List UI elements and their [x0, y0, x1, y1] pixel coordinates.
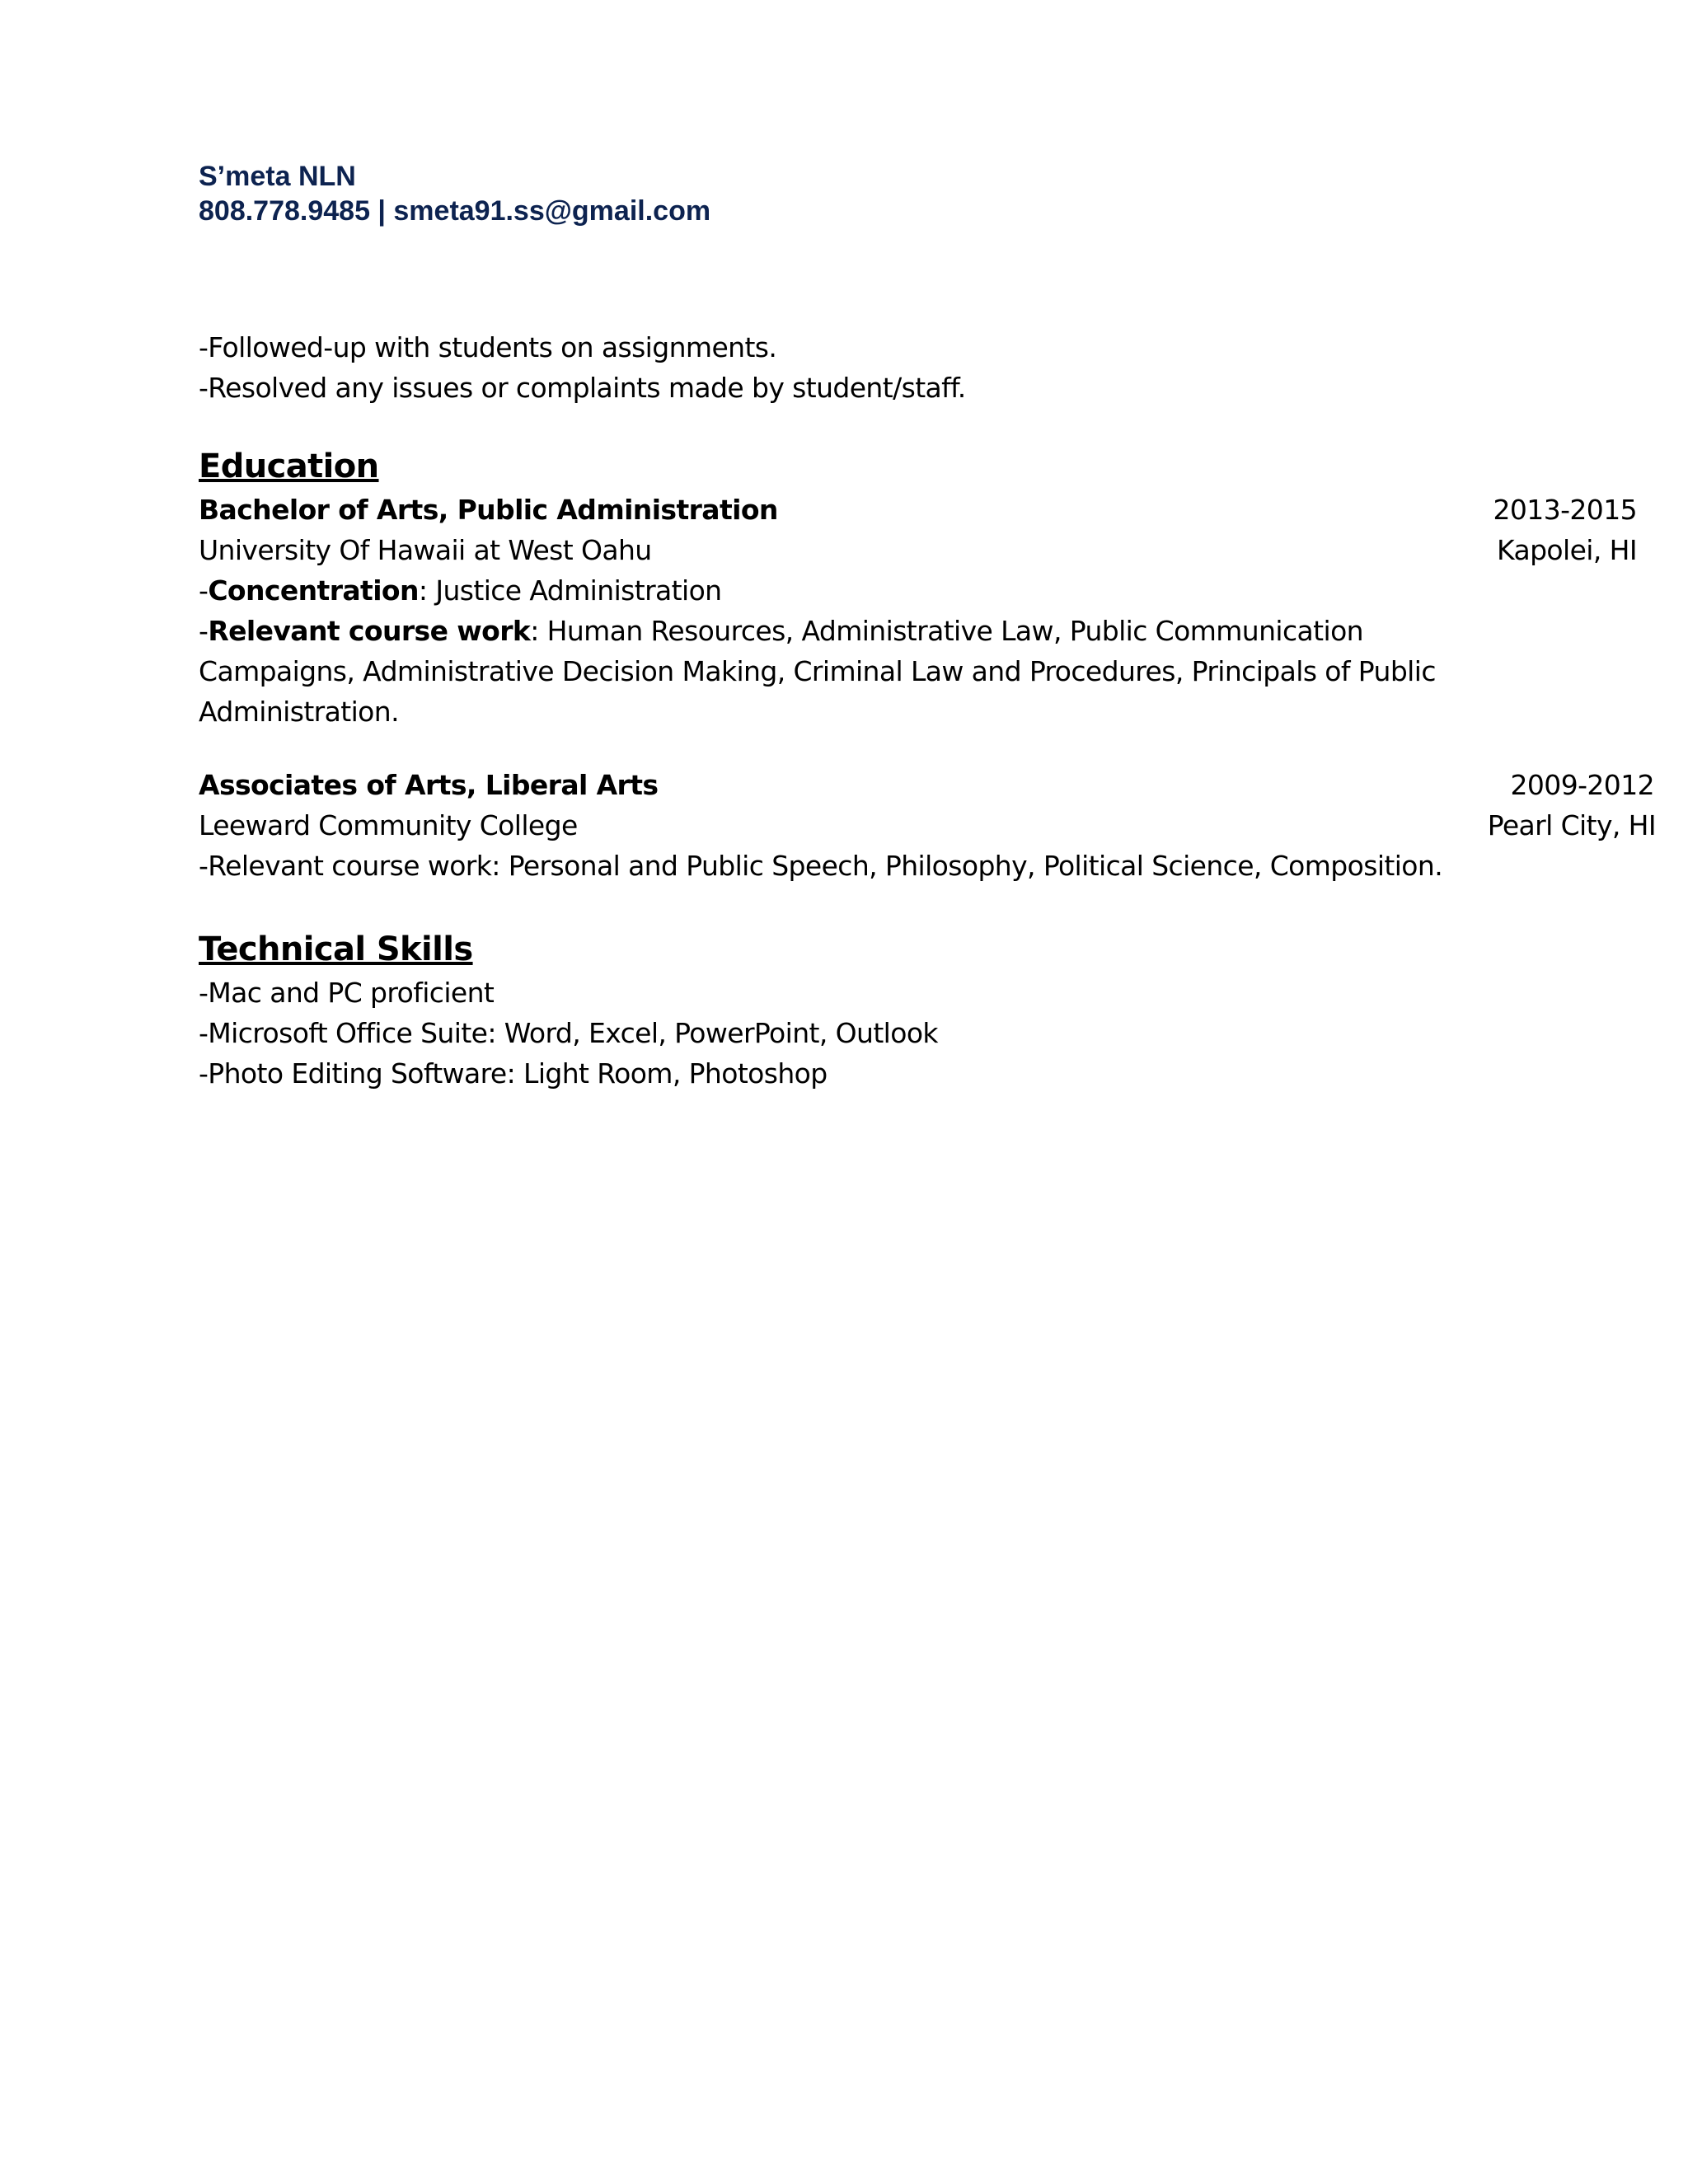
concentration-prefix: - — [199, 574, 209, 607]
school-location: Kapolei, HI — [1497, 534, 1637, 566]
concentration-line — [199, 570, 1501, 611]
school-name: University Of Hawaii at West Oahu — [199, 534, 652, 566]
education-section — [199, 443, 1656, 886]
degree-dates: 2013-2015 — [1493, 494, 1637, 526]
skill-item: -Microsoft Office Suite: Word, Excel, PowerPoint, Outlook — [199, 1017, 938, 1049]
concentration-label: Concentration — [208, 574, 419, 607]
coursework-value: : Human Resources, Administrative Law, Public Communication Campaigns, Administrative Decision Making, Criminal Law and Procedures, Principals of Public Administration. — [199, 615, 1436, 728]
skill-item: -Photo Editing Software: Light Room, Photoshop — [199, 1057, 828, 1090]
experience-bullet: -Followed-up with students on assignments. — [199, 331, 777, 363]
coursework-paragraph — [199, 611, 1484, 732]
candidate-name: S’meta NLN — [199, 161, 356, 192]
coursework-prefix: - — [199, 615, 209, 647]
experience-bullets — [199, 327, 1501, 408]
coursework-label: Relevant course work — [208, 615, 531, 647]
degree-dates: 2009-2012 — [1510, 769, 1654, 801]
degree-title: Associates of Arts, Liberal Arts — [199, 769, 659, 801]
education-entry-1-degree-row — [199, 490, 1637, 530]
degree-title: Bachelor of Arts, Public Administration — [199, 494, 778, 526]
concentration-value: : Justice Administration — [418, 574, 722, 607]
school-location: Pearl City, HI — [1487, 809, 1656, 841]
education-heading: Education — [199, 448, 379, 485]
school-name: Leeward Community College — [199, 809, 578, 841]
contact-info: 808.778.9485 | smeta91.ss@gmail.com — [199, 195, 711, 227]
skills-section — [199, 926, 1501, 1094]
education-entry-2-school-row — [199, 805, 1656, 846]
skills-heading: Technical Skills — [199, 930, 473, 968]
education-entry-2-degree-row — [199, 765, 1654, 805]
skill-item: -Mac and PC proficient — [199, 977, 495, 1009]
resume-header — [199, 159, 710, 228]
coursework-line: -Relevant course work: Personal and Public Speech, Philosophy, Political Science, Composition. — [199, 850, 1443, 882]
education-entry-1-school-row — [199, 530, 1637, 570]
experience-bullet: -Resolved any issues or complaints made by student/staff. — [199, 372, 966, 404]
